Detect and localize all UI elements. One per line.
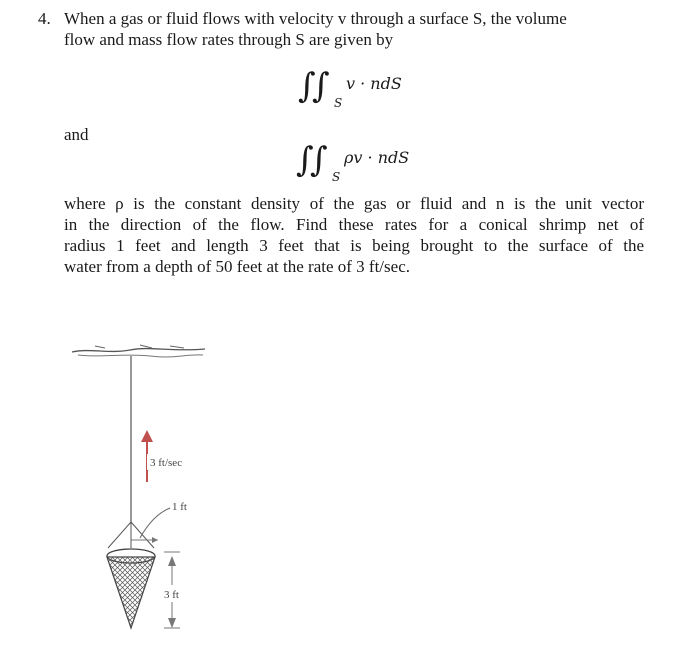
para-line-2: in the direction of the flow. Find these rates for a conical shrimp net of (64, 215, 644, 234)
problem-number: 4. (38, 9, 51, 28)
length-label: 3 ft (164, 589, 179, 601)
problem-line-1: When a gas or fluid flows with velocity v through a surface S, the volume (64, 9, 567, 28)
integral-sign: ∫ (312, 66, 330, 106)
net-bridle (108, 522, 154, 548)
integral-subscript: S (332, 170, 341, 184)
problem-line-2: flow and mass flow rates through S are given by (64, 30, 394, 49)
integral-subscript: S (334, 96, 343, 110)
radius-dimension (131, 508, 170, 543)
cone-net (107, 557, 155, 628)
para-line-3: radius 1 feet and length 3 feet that is being brought to the surface of the (64, 236, 644, 255)
radius-label: 1 ft (172, 501, 187, 513)
integral-sign: ∫ (298, 66, 316, 106)
and-word: and (64, 125, 89, 144)
para-line-1: where ρ is the constant density of the gas or fluid and n is the unit vector (64, 194, 644, 213)
integral-body: ρv · ndS (344, 148, 410, 167)
water-surface (72, 345, 205, 357)
speed-label: 3 ft/sec (150, 457, 183, 469)
para-line-4: water from a depth of 50 feet at the rate of 3 ft/sec. (64, 257, 410, 276)
integral-sign: ∫ (310, 140, 328, 180)
integral-sign: ∫ (296, 140, 314, 180)
integral-body: v · ndS (346, 74, 402, 93)
